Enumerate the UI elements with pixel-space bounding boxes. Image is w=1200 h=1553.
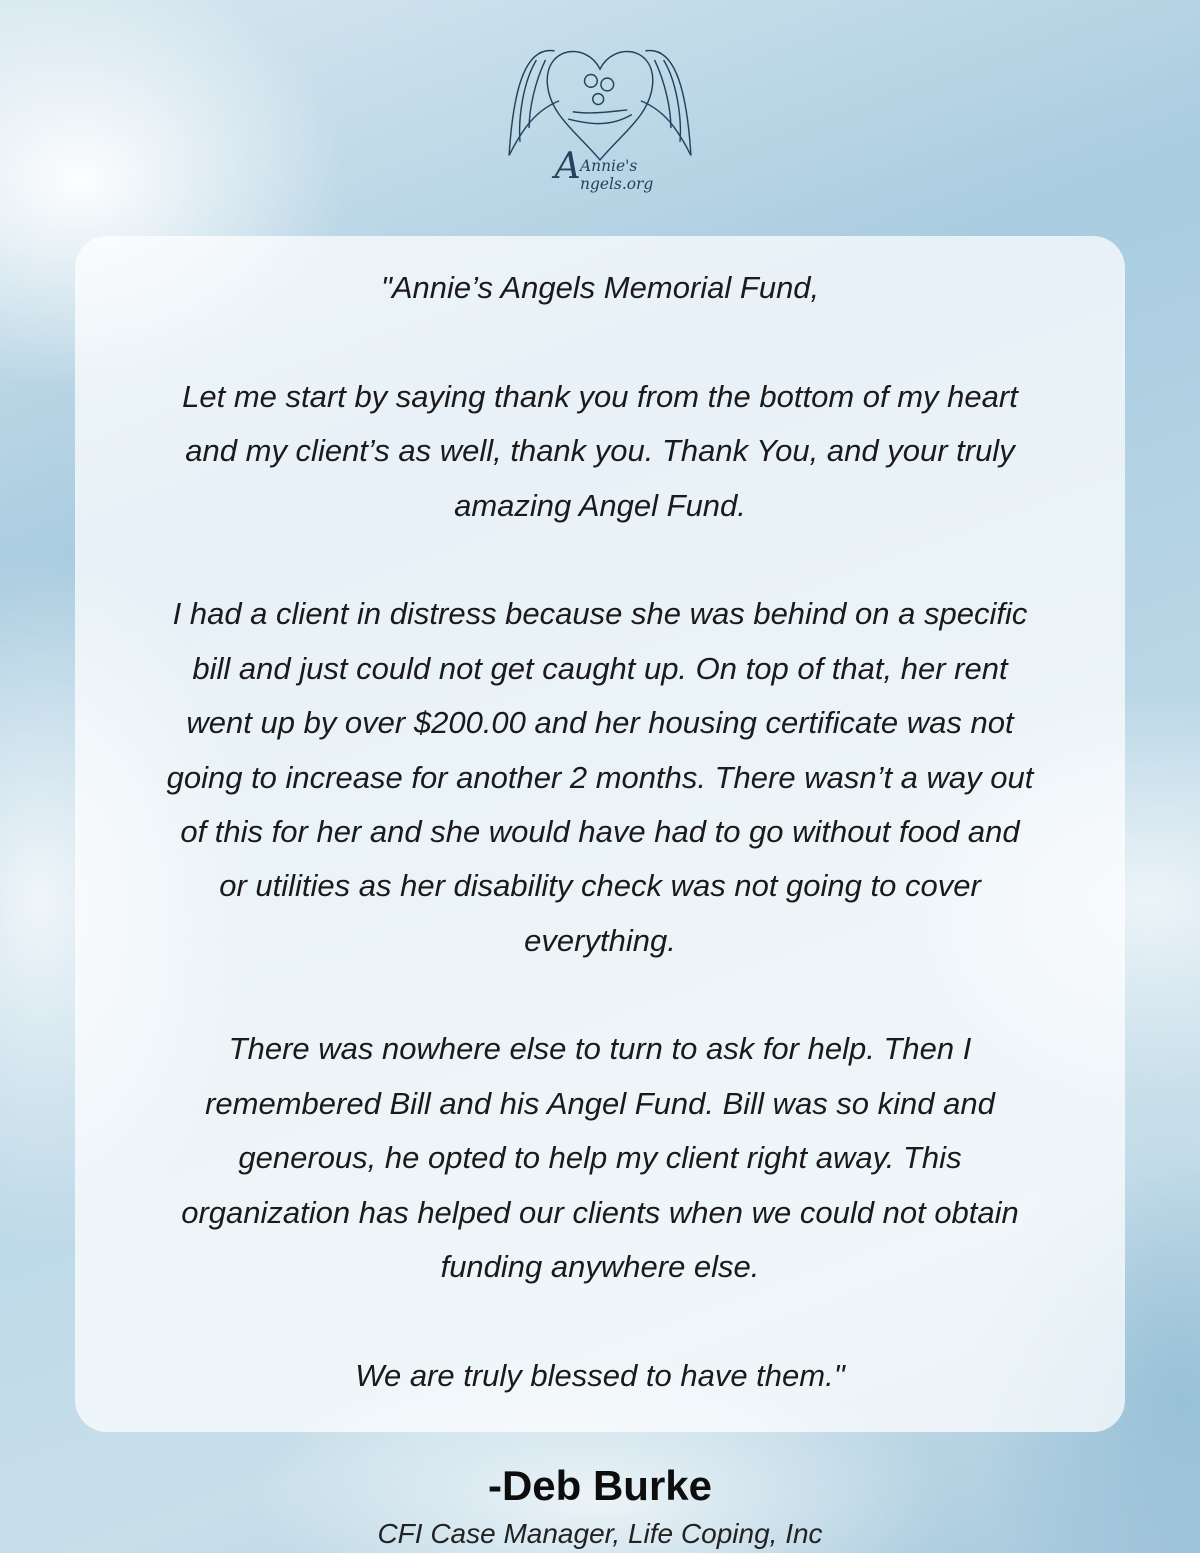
letter-line: and my client’s as well, thank you. Thank You, and your truly xyxy=(185,433,1015,469)
testimonial-letter xyxy=(0,261,1200,1403)
paragraph-break xyxy=(0,1294,1200,1348)
letter-line: "Annie’s Angels Memorial Fund, xyxy=(380,270,820,305)
letter-line: going to increase for another 2 months. There wasn’t a way out xyxy=(166,759,1034,795)
svg-text:Annie's: Annie's xyxy=(580,156,638,175)
letter-line: or utilities as her disability check was not going to cover xyxy=(219,868,981,904)
letter-line: Let me start by saying thank you from the bottom of my heart xyxy=(182,378,1018,414)
letter-line: There was nowhere else to turn to ask for help. Then I xyxy=(228,1031,972,1067)
signature-name: -Deb Burke xyxy=(487,1462,713,1509)
letter-line: I had a client in distress because she was behind on a specific xyxy=(172,596,1028,632)
letter-line: amazing Angel Fund. xyxy=(454,487,746,523)
letter-line: We are truly blessed to have them." xyxy=(355,1357,845,1393)
letter-line: organization has helped our clients when we could not obtain xyxy=(181,1194,1019,1230)
letter-line: everything. xyxy=(524,922,676,958)
letter-line: generous, he opted to help my client right away. This xyxy=(238,1140,962,1176)
letter-line: of this for her and she would have had to go without food and xyxy=(180,813,1020,849)
annies-angels-logo xyxy=(500,22,700,207)
letter-line: bill and just could not get caught up. On top of that, her rent xyxy=(192,650,1008,686)
letter-line: remembered Bill and his Angel Fund. Bill was so kind and xyxy=(205,1085,995,1121)
hand-icon xyxy=(568,110,632,124)
letter-line: funding anywhere else. xyxy=(440,1249,760,1285)
signature-role: CFI Case Manager, Life Coping, Inc xyxy=(377,1518,823,1549)
svg-text:ngels.org: ngels.org xyxy=(580,175,654,194)
paragraph-break xyxy=(0,533,1200,587)
paragraph-break xyxy=(0,968,1200,1022)
letter-line: went up by over $200.00 and her housing certificate was not xyxy=(186,705,1014,741)
svg-text:A: A xyxy=(554,144,581,188)
right-wing-icon xyxy=(641,50,691,155)
paragraph-break xyxy=(0,315,1200,369)
left-wing-icon xyxy=(509,50,559,155)
